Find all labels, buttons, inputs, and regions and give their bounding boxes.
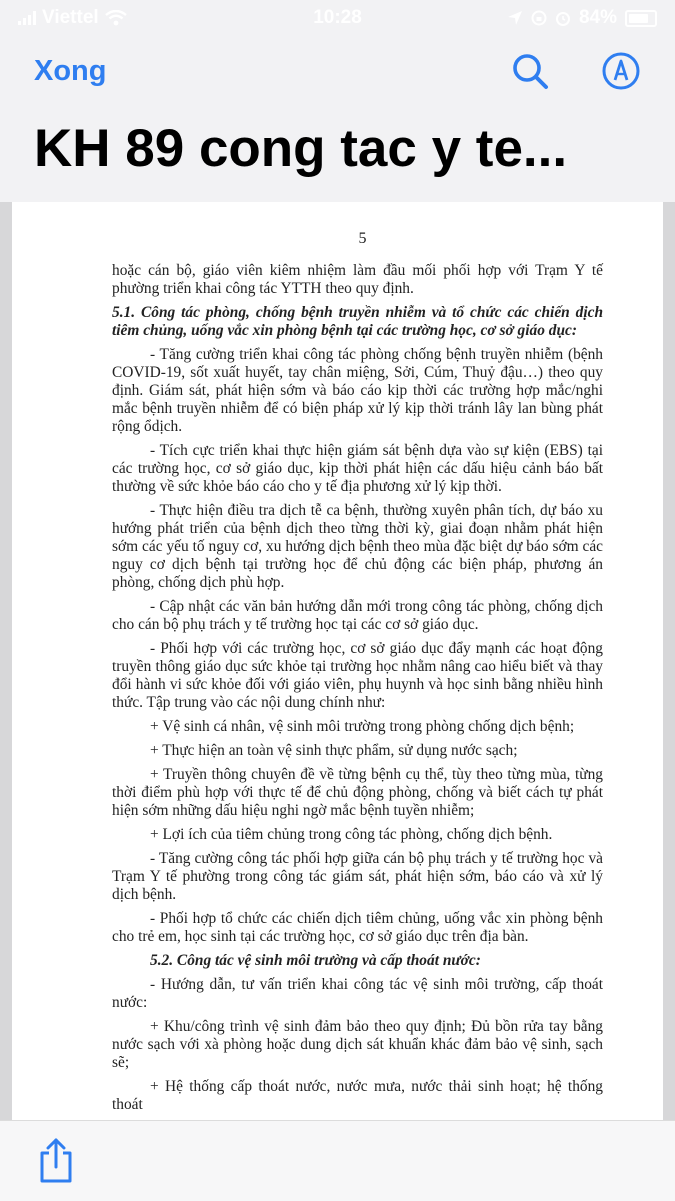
page-body: [112, 262, 603, 1114]
paragraph: + Hệ thống cấp thoát nước, nước mưa, nước thải sinh hoạt; hệ thống thoát: [112, 1078, 603, 1113]
done-button[interactable]: Xong: [34, 54, 107, 87]
paragraph: + Lợi ích của tiêm chủng trong công tác phòng, chống dịch bệnh.: [150, 826, 553, 843]
document-title: KH 89 cong tac y te...: [34, 119, 568, 178]
search-icon[interactable]: [511, 52, 549, 90]
paragraph: - Cập nhật các văn bản hướng dẫn mới trong công tác phòng, chống dịch cho cán bộ phụ trách y tế trường học tại các cơ sở giáo dục.: [112, 598, 603, 633]
paragraph: + Vệ sinh cá nhân, vệ sinh môi trường trong phòng chống dịch bệnh;: [150, 718, 575, 735]
paragraph: - Hướng dẫn, tư vấn triển khai công tác vệ sinh môi trường, cấp thoát nước:: [112, 976, 603, 1011]
paragraph: + Truyền thông chuyên đề về từng bệnh cụ thể, tùy theo từng mùa, từng thời điểm phù hợp với thực tế để chủ động phòng, chống và biết cách tự phát hiện sớm những dấu hiệu nghi ngờ mắc bệnh tuyền nhiễm;: [112, 766, 603, 819]
carrier-label: Viettel: [42, 7, 99, 28]
battery-icon: [625, 10, 657, 27]
document-viewer[interactable]: [0, 202, 675, 1120]
nav-actions: [511, 51, 641, 91]
paragraph: - Tăng cường công tác phối hợp giữa cán bộ phụ trách y tế trường học và Trạm Y tế phường trong công tác giám sát, phát hiện sớm, báo cáo và xử lý dịch bệnh.: [112, 850, 603, 903]
share-icon[interactable]: [36, 1137, 76, 1185]
bottom-toolbar: [0, 1120, 675, 1201]
page-number: 5: [358, 230, 367, 247]
section-heading: 5.2. Công tác vệ sinh môi trường và cấp thoát nước:: [150, 952, 481, 969]
battery-percent: 84%: [578, 7, 617, 28]
clock: 10:28: [313, 7, 362, 28]
paragraph: - Tích cực triển khai thực hiện giám sát bệnh dựa vào sự kiện (EBS) tại các trường học, cơ sở giáo dục, kịp thời phát hiện các dấu hiệu cảnh báo bất thường về sức khỏe báo cáo cho y tế địa phương xử lý kịp thời.: [112, 442, 603, 495]
paragraph: - Phối hợp với các trường học, cơ sở giáo dục đẩy mạnh các hoạt động truyền thông giáo dục sức khỏe tại trường học nhằm nâng cao hiểu biết và thay đổi hành vi sức khỏe đối với giáo viên, phụ huynh và học sinh bằng nhiều hình thức. Tập trung vào các nội dung chính như:: [112, 640, 603, 711]
paragraph: + Khu/công trình vệ sinh đảm bảo theo quy định; Đủ bồn rửa tay bằng nước sạch với xà phòng hoặc dung dịch sát khuẩn khác đảm bảo vệ sinh, sạch sẽ;: [112, 1018, 603, 1071]
document-page: [12, 202, 663, 1120]
nav-bar: [0, 36, 675, 106]
markup-pen-icon[interactable]: [601, 51, 641, 91]
paragraph: - Tăng cường triển khai công tác phòng chống bệnh truyền nhiễm (bệnh COVID-19, sốt xuất huyết, tay chân miệng, Sởi, Cúm, Thuỷ đậu…) theo quy định. Giám sát, phát hiện sớm và báo cáo kịp thời các trường hợp mắc/nghi mắc bệnh truyền nhiễm để có biện pháp xử lý kịp thời tránh lây lan bùng phát rộng ổdịch.: [112, 346, 603, 435]
paragraph: - Thực hiện điều tra dịch tễ ca bệnh, thường xuyên phân tích, dự báo xu hướng phát triển của bệnh dịch theo từng thời kỳ, giai đoạn nhằm phát hiện sớm các yếu tố nguy cơ, xu hướng dịch bệnh theo mùa đặc biệt dự báo sớm các nguy cơ dịch bệnh tại trường học để chủ động các biện pháp, phương án phòng, chống dịch phù hợp.: [112, 502, 603, 591]
paragraph: - Phối hợp tổ chức các chiến dịch tiêm chủng, uống vắc xin phòng bệnh cho trẻ em, học sinh tại các trường học, cơ sở giáo dục trên địa bàn.: [112, 910, 603, 945]
paragraph: hoặc cán bộ, giáo viên kiêm nhiệm làm đầu mối phối hợp với Trạm Y tế phường triển khai công tác YTTH theo quy định.: [112, 262, 603, 297]
status-bar: [0, 0, 675, 36]
paragraph: + Thực hiện an toàn vệ sinh thực phẩm, sử dụng nước sạch;: [150, 742, 518, 759]
section-heading: 5.1. Công tác phòng, chống bệnh truyền nhiễm và tổ chức các chiến dịch tiêm chủng, uống vắc xin phòng bệnh tại các trường học, cơ sở giáo dục:: [112, 304, 603, 339]
